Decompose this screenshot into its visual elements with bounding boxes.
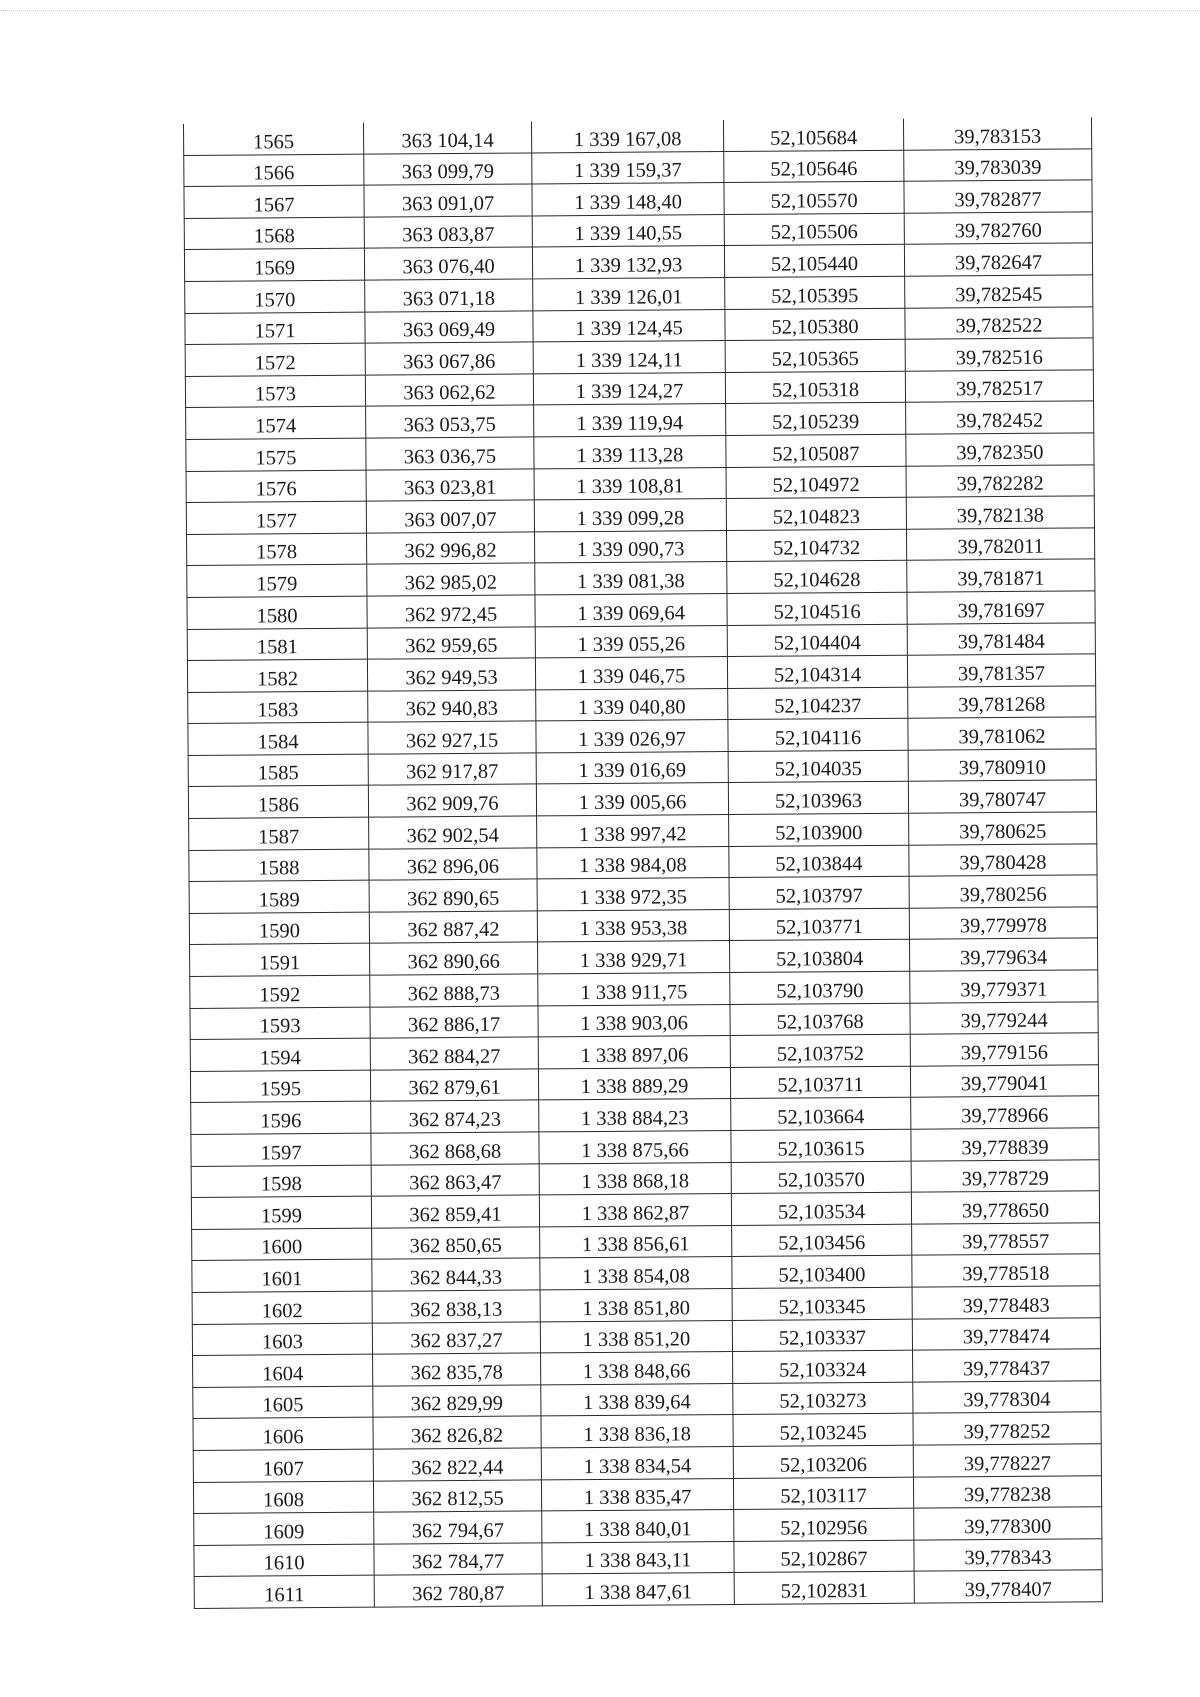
latitude-cell: 52,103664 — [731, 1098, 911, 1131]
x-coordinate-cell: 362 949,53 — [367, 658, 535, 691]
y-coordinate-cell: 1 339 124,45 — [533, 309, 725, 342]
longitude-cell: 39,778227 — [913, 1444, 1101, 1477]
latitude-cell: 52,102867 — [734, 1540, 914, 1573]
x-coordinate-cell: 362 890,66 — [370, 942, 538, 975]
longitude-cell: 39,778407 — [914, 1570, 1102, 1603]
table-row — [194, 1570, 1102, 1608]
latitude-cell: 52,104035 — [728, 750, 908, 783]
latitude-cell: 52,103273 — [733, 1382, 913, 1415]
x-coordinate-cell: 362 835,78 — [373, 1353, 541, 1386]
latitude-cell: 52,104628 — [727, 561, 907, 594]
x-coordinate-cell: 362 888,73 — [370, 974, 538, 1007]
y-coordinate-cell: 1 339 090,73 — [534, 530, 726, 563]
latitude-cell: 52,103400 — [732, 1256, 912, 1289]
y-coordinate-cell: 1 339 132,93 — [532, 246, 724, 279]
longitude-cell: 39,782452 — [906, 401, 1094, 434]
point-number-cell: 1566 — [184, 154, 364, 187]
point-number-cell: 1598 — [191, 1165, 371, 1198]
latitude-cell: 52,105365 — [725, 339, 905, 372]
longitude-cell: 39,778437 — [913, 1349, 1101, 1382]
longitude-cell: 39,778343 — [914, 1539, 1102, 1572]
longitude-cell: 39,779978 — [909, 907, 1097, 940]
point-number-cell: 1606 — [193, 1417, 373, 1450]
x-coordinate-cell: 363 071,18 — [365, 279, 533, 312]
x-coordinate-cell: 362 909,76 — [368, 784, 536, 817]
latitude-cell: 52,104116 — [728, 718, 908, 751]
y-coordinate-cell: 1 338 851,20 — [540, 1320, 732, 1353]
y-coordinate-cell: 1 339 026,97 — [536, 720, 728, 753]
longitude-cell: 39,781871 — [907, 559, 1095, 592]
point-number-cell: 1582 — [187, 659, 367, 692]
y-coordinate-cell: 1 339 005,66 — [536, 783, 728, 816]
latitude-cell: 52,103117 — [733, 1477, 913, 1510]
point-number-cell: 1594 — [190, 1038, 370, 1071]
latitude-cell: 52,103711 — [730, 1066, 910, 1099]
point-number-cell: 1607 — [193, 1449, 373, 1482]
y-coordinate-cell: 1 339 140,55 — [532, 214, 724, 247]
latitude-cell: 52,104404 — [727, 624, 907, 657]
y-coordinate-cell: 1 338 875,66 — [539, 1131, 731, 1164]
y-coordinate-cell: 1 338 836,18 — [541, 1415, 733, 1448]
longitude-cell: 39,779371 — [910, 970, 1098, 1003]
point-number-cell: 1599 — [191, 1196, 371, 1229]
x-coordinate-cell: 363 023,81 — [366, 468, 534, 501]
point-number-cell: 1586 — [188, 786, 368, 819]
point-number-cell: 1592 — [190, 975, 370, 1008]
y-coordinate-cell: 1 338 868,18 — [539, 1162, 731, 1195]
latitude-cell: 52,105646 — [724, 150, 904, 183]
x-coordinate-cell: 362 890,65 — [369, 879, 537, 912]
latitude-cell: 52,103615 — [731, 1129, 911, 1162]
x-coordinate-cell: 362 884,27 — [370, 1037, 538, 1070]
y-coordinate-cell: 1 339 124,27 — [533, 372, 725, 405]
x-coordinate-cell: 362 896,06 — [369, 848, 537, 881]
x-coordinate-cell: 363 069,49 — [365, 311, 533, 344]
x-coordinate-cell: 362 886,17 — [370, 1006, 538, 1039]
point-number-cell: 1572 — [185, 343, 365, 376]
longitude-cell: 39,779634 — [909, 938, 1097, 971]
x-coordinate-cell: 362 972,45 — [367, 595, 535, 628]
latitude-cell: 52,103324 — [733, 1350, 913, 1383]
longitude-cell: 39,781268 — [908, 686, 1096, 719]
longitude-cell: 39,781484 — [907, 622, 1095, 655]
y-coordinate-cell: 1 338 903,06 — [538, 1004, 730, 1037]
x-coordinate-cell: 362 940,83 — [368, 690, 536, 723]
x-coordinate-cell: 362 780,87 — [374, 1574, 542, 1607]
x-coordinate-cell: 362 927,15 — [368, 721, 536, 754]
y-coordinate-cell: 1 339 099,28 — [534, 499, 726, 532]
x-coordinate-cell: 362 826,82 — [373, 1416, 541, 1449]
point-number-cell: 1591 — [190, 944, 370, 977]
latitude-cell: 52,102831 — [734, 1571, 914, 1604]
longitude-cell: 39,779156 — [910, 1033, 1098, 1066]
y-coordinate-cell: 1 339 159,37 — [532, 151, 724, 184]
x-coordinate-cell: 362 868,68 — [371, 1132, 539, 1165]
y-coordinate-cell: 1 338 839,64 — [541, 1383, 733, 1416]
x-coordinate-cell: 363 062,62 — [365, 374, 533, 407]
longitude-cell: 39,778252 — [913, 1412, 1101, 1445]
point-number-cell: 1609 — [194, 1512, 374, 1545]
latitude-cell: 52,104516 — [727, 592, 907, 625]
latitude-cell: 52,105684 — [723, 119, 903, 151]
y-coordinate-cell: 1 339 046,75 — [535, 657, 727, 690]
point-number-cell: 1568 — [184, 217, 364, 250]
latitude-cell: 52,102956 — [734, 1508, 914, 1541]
longitude-cell: 39,782138 — [906, 496, 1094, 529]
x-coordinate-cell: 362 902,54 — [369, 816, 537, 849]
y-coordinate-cell: 1 339 126,01 — [533, 278, 725, 311]
longitude-cell: 39,778300 — [914, 1507, 1102, 1540]
latitude-cell: 52,103900 — [729, 813, 909, 846]
y-coordinate-cell: 1 338 847,61 — [542, 1573, 734, 1606]
longitude-cell: 39,782522 — [905, 306, 1093, 339]
point-number-cell: 1571 — [185, 312, 365, 345]
x-coordinate-cell: 362 996,82 — [367, 532, 535, 565]
latitude-cell: 52,104237 — [728, 687, 908, 720]
point-number-cell: 1573 — [185, 375, 365, 408]
latitude-cell: 52,105570 — [724, 181, 904, 214]
y-coordinate-cell: 1 339 148,40 — [532, 183, 724, 216]
longitude-cell: 39,782350 — [906, 433, 1094, 466]
y-coordinate-cell: 1 338 911,75 — [538, 973, 730, 1006]
point-number-cell: 1565 — [183, 123, 363, 155]
longitude-cell: 39,782282 — [906, 464, 1094, 497]
x-coordinate-cell: 362 887,42 — [369, 911, 537, 944]
x-coordinate-cell: 362 838,13 — [372, 1290, 540, 1323]
latitude-cell: 52,103768 — [730, 1003, 910, 1036]
y-coordinate-cell: 1 339 055,26 — [535, 625, 727, 658]
latitude-cell: 52,103337 — [732, 1319, 912, 1352]
x-coordinate-cell: 362 844,33 — [372, 1258, 540, 1291]
point-number-cell: 1585 — [188, 754, 368, 787]
longitude-cell: 39,780256 — [909, 875, 1097, 908]
page-scan-edge — [0, 10, 1200, 11]
y-coordinate-cell: 1 338 854,08 — [540, 1257, 732, 1290]
longitude-cell: 39,780428 — [909, 843, 1097, 876]
y-coordinate-cell: 1 339 167,08 — [531, 120, 723, 153]
y-coordinate-cell: 1 338 929,71 — [538, 941, 730, 974]
longitude-cell: 39,778474 — [912, 1317, 1100, 1350]
latitude-cell: 52,105395 — [725, 276, 905, 309]
point-number-cell: 1595 — [190, 1070, 370, 1103]
y-coordinate-cell: 1 338 862,87 — [539, 1194, 731, 1227]
longitude-cell: 39,778650 — [911, 1191, 1099, 1224]
latitude-cell: 52,104823 — [726, 497, 906, 530]
longitude-cell: 39,782647 — [904, 243, 1092, 276]
longitude-cell: 39,779244 — [910, 1001, 1098, 1034]
latitude-cell: 52,104732 — [726, 529, 906, 562]
latitude-cell: 52,105318 — [725, 371, 905, 404]
point-number-cell: 1579 — [187, 564, 367, 597]
x-coordinate-cell: 362 879,61 — [370, 1069, 538, 1102]
coordinates-table-body — [183, 117, 1102, 1608]
point-number-cell: 1577 — [186, 501, 366, 534]
latitude-cell: 52,103245 — [733, 1414, 913, 1447]
point-number-cell: 1580 — [187, 596, 367, 629]
point-number-cell: 1569 — [184, 249, 364, 282]
x-coordinate-cell: 363 091,07 — [364, 184, 532, 217]
y-coordinate-cell: 1 339 113,28 — [534, 435, 726, 468]
y-coordinate-cell: 1 338 835,47 — [541, 1478, 733, 1511]
latitude-cell: 52,103534 — [731, 1192, 911, 1225]
latitude-cell: 52,105380 — [725, 308, 905, 341]
x-coordinate-cell: 362 959,65 — [367, 626, 535, 659]
longitude-cell: 39,781062 — [908, 717, 1096, 750]
point-number-cell: 1604 — [193, 1354, 373, 1387]
point-number-cell: 1589 — [189, 880, 369, 913]
y-coordinate-cell: 1 339 124,11 — [533, 341, 725, 374]
x-coordinate-cell: 362 822,44 — [373, 1448, 541, 1481]
point-number-cell: 1610 — [194, 1544, 374, 1577]
point-number-cell: 1581 — [187, 628, 367, 661]
latitude-cell: 52,105087 — [726, 434, 906, 467]
longitude-cell: 39,778729 — [911, 1159, 1099, 1192]
latitude-cell: 52,103456 — [732, 1224, 912, 1257]
longitude-cell: 39,778238 — [913, 1475, 1101, 1508]
point-number-cell: 1587 — [189, 817, 369, 850]
x-coordinate-cell: 362 985,02 — [367, 563, 535, 596]
point-number-cell: 1601 — [192, 1260, 372, 1293]
point-number-cell: 1602 — [192, 1291, 372, 1324]
longitude-cell: 39,778304 — [913, 1381, 1101, 1414]
latitude-cell: 52,103570 — [731, 1161, 911, 1194]
x-coordinate-cell: 362 784,77 — [374, 1543, 542, 1576]
longitude-cell: 39,783153 — [903, 117, 1091, 149]
latitude-cell: 52,103844 — [729, 845, 909, 878]
latitude-cell: 52,105239 — [726, 403, 906, 436]
latitude-cell: 52,104972 — [726, 466, 906, 499]
x-coordinate-cell: 362 829,99 — [373, 1385, 541, 1418]
longitude-cell: 39,781697 — [907, 591, 1095, 624]
longitude-cell: 39,778839 — [911, 1128, 1099, 1161]
x-coordinate-cell: 363 104,14 — [363, 121, 531, 153]
x-coordinate-cell: 362 859,41 — [371, 1195, 539, 1228]
y-coordinate-cell: 1 339 016,69 — [536, 751, 728, 784]
point-number-cell: 1583 — [188, 691, 368, 724]
longitude-cell: 39,782516 — [905, 338, 1093, 371]
point-number-cell: 1611 — [194, 1575, 374, 1608]
coordinates-table — [183, 117, 1103, 1609]
longitude-cell: 39,783039 — [904, 148, 1092, 181]
y-coordinate-cell: 1 338 997,42 — [537, 815, 729, 848]
point-number-cell: 1575 — [186, 438, 366, 471]
x-coordinate-cell: 362 837,27 — [372, 1321, 540, 1354]
x-coordinate-cell: 363 083,87 — [364, 216, 532, 249]
point-number-cell: 1608 — [193, 1481, 373, 1514]
point-number-cell: 1590 — [189, 912, 369, 945]
point-number-cell: 1567 — [184, 185, 364, 218]
point-number-cell: 1570 — [185, 280, 365, 313]
point-number-cell: 1584 — [188, 722, 368, 755]
longitude-cell: 39,782545 — [905, 275, 1093, 308]
point-number-cell: 1578 — [187, 533, 367, 566]
longitude-cell: 39,778557 — [912, 1223, 1100, 1256]
x-coordinate-cell: 362 850,65 — [372, 1227, 540, 1260]
longitude-cell: 39,782517 — [905, 370, 1093, 403]
point-number-cell: 1588 — [189, 849, 369, 882]
longitude-cell: 39,779041 — [910, 1065, 1098, 1098]
y-coordinate-cell: 1 339 040,80 — [536, 688, 728, 721]
x-coordinate-cell: 362 812,55 — [373, 1479, 541, 1512]
latitude-cell: 52,103206 — [733, 1445, 913, 1478]
longitude-cell: 39,778483 — [912, 1286, 1100, 1319]
y-coordinate-cell: 1 338 843,11 — [542, 1541, 734, 1574]
point-number-cell: 1603 — [192, 1323, 372, 1356]
y-coordinate-cell: 1 338 889,29 — [538, 1067, 730, 1100]
y-coordinate-cell: 1 338 897,06 — [538, 1036, 730, 1069]
longitude-cell: 39,781357 — [907, 654, 1095, 687]
point-number-cell: 1574 — [186, 407, 366, 440]
point-number-cell: 1576 — [186, 470, 366, 503]
longitude-cell: 39,780747 — [908, 780, 1096, 813]
longitude-cell: 39,780625 — [909, 812, 1097, 845]
y-coordinate-cell: 1 338 856,61 — [540, 1225, 732, 1258]
longitude-cell: 39,778518 — [912, 1254, 1100, 1287]
x-coordinate-cell: 363 067,86 — [365, 342, 533, 375]
longitude-cell: 39,782760 — [904, 212, 1092, 245]
latitude-cell: 52,104314 — [727, 655, 907, 688]
latitude-cell: 52,103752 — [730, 1034, 910, 1067]
x-coordinate-cell: 363 036,75 — [366, 437, 534, 470]
point-number-cell: 1600 — [192, 1228, 372, 1261]
latitude-cell: 52,105440 — [724, 245, 904, 278]
y-coordinate-cell: 1 338 884,23 — [539, 1099, 731, 1132]
latitude-cell: 52,105506 — [724, 213, 904, 246]
x-coordinate-cell: 362 794,67 — [374, 1511, 542, 1544]
y-coordinate-cell: 1 339 081,38 — [535, 562, 727, 595]
latitude-cell: 52,103963 — [728, 782, 908, 815]
point-number-cell: 1596 — [191, 1102, 371, 1135]
longitude-cell: 39,782877 — [904, 180, 1092, 213]
y-coordinate-cell: 1 339 108,81 — [534, 467, 726, 500]
y-coordinate-cell: 1 338 953,38 — [537, 909, 729, 942]
longitude-cell: 39,778966 — [911, 1096, 1099, 1129]
longitude-cell: 39,780910 — [908, 749, 1096, 782]
latitude-cell: 52,103771 — [729, 908, 909, 941]
y-coordinate-cell: 1 339 069,64 — [535, 593, 727, 626]
latitude-cell: 52,103804 — [730, 940, 910, 973]
x-coordinate-cell: 363 007,07 — [366, 500, 534, 533]
latitude-cell: 52,103790 — [730, 971, 910, 1004]
y-coordinate-cell: 1 338 972,35 — [537, 878, 729, 911]
y-coordinate-cell: 1 338 840,01 — [542, 1510, 734, 1543]
point-number-cell: 1593 — [190, 1007, 370, 1040]
x-coordinate-cell: 363 099,79 — [364, 153, 532, 186]
longitude-cell: 39,782011 — [906, 528, 1094, 561]
latitude-cell: 52,103345 — [732, 1287, 912, 1320]
y-coordinate-cell: 1 339 119,94 — [534, 404, 726, 437]
x-coordinate-cell: 363 076,40 — [364, 247, 532, 280]
point-number-cell: 1605 — [193, 1386, 373, 1419]
y-coordinate-cell: 1 338 851,80 — [540, 1288, 732, 1321]
latitude-cell: 52,103797 — [729, 876, 909, 909]
x-coordinate-cell: 362 863,47 — [371, 1164, 539, 1197]
x-coordinate-cell: 363 053,75 — [366, 405, 534, 438]
x-coordinate-cell: 362 874,23 — [371, 1100, 539, 1133]
x-coordinate-cell: 362 917,87 — [368, 753, 536, 786]
point-number-cell: 1597 — [191, 1133, 371, 1166]
y-coordinate-cell: 1 338 834,54 — [541, 1446, 733, 1479]
y-coordinate-cell: 1 338 848,66 — [541, 1352, 733, 1385]
y-coordinate-cell: 1 338 984,08 — [537, 846, 729, 879]
